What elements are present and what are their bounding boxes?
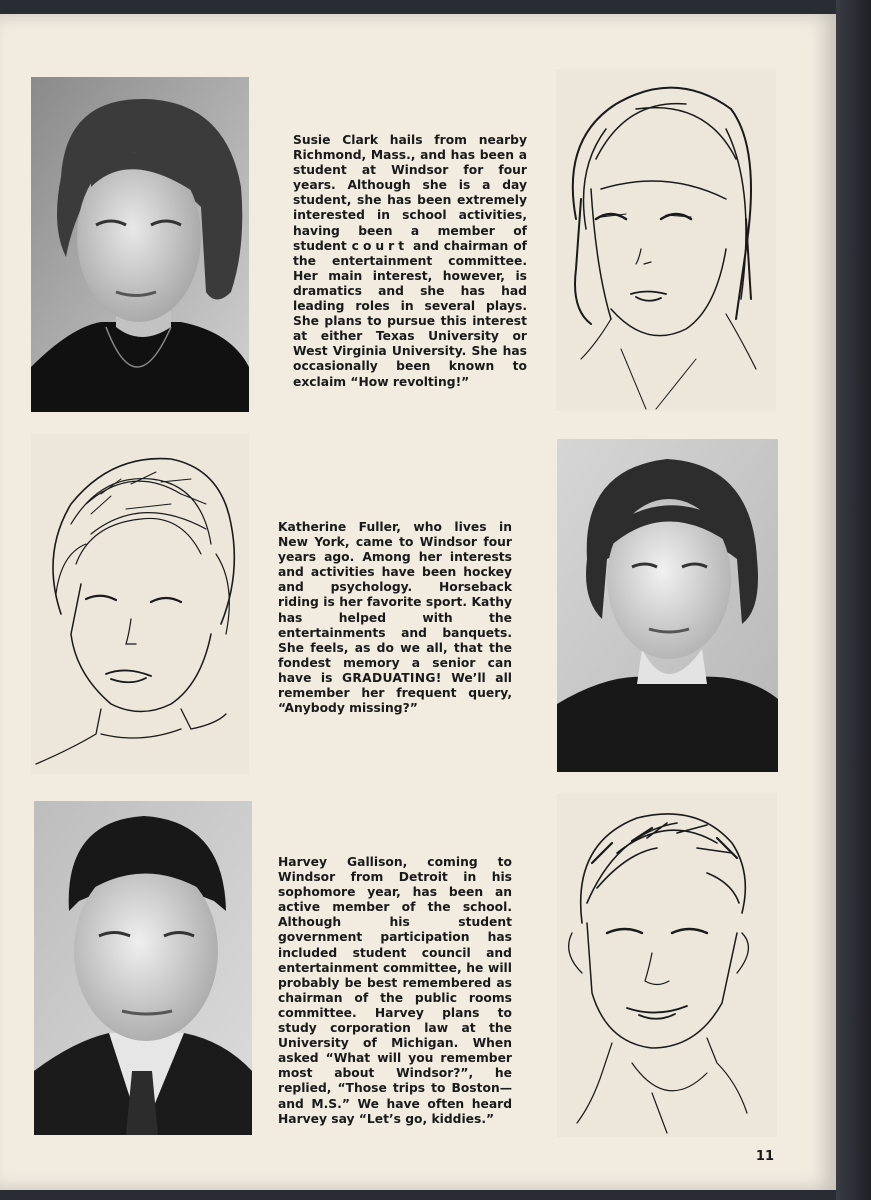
bio-text: We’ll all remember her frequent query, “Anybody missing?” [278, 670, 512, 716]
bio-susie-clark [293, 133, 527, 390]
bio-text: and chairman of the entertainment committee. Her main interest, however, is dramatics and she has had leading roles in several plays. She plans to pursue this interest at either Texas University or West Virginia University. She has occasionally been known to exclaim “How revolting!” [293, 238, 527, 389]
bio-text-spaced: court [351, 238, 409, 253]
binding-edge [836, 0, 871, 1200]
bio-text-bold: GRADUATING! [341, 670, 442, 685]
page-number: 11 [755, 1149, 774, 1164]
bio-text: hails from nearby Richmond, Mass., and has been a student at Windsor for four years. Although she is a day student, she has been extremely interested in school activities, having been a member of student [293, 133, 527, 253]
bio-text: who lives in New York, came to Windsor four years ago. Among her interests and activities have been hockey and psychology. Horseback riding is her favorite sport. Kathy has helped with the entertainments and banquets. She feels, as do we all, that the fondest memory a senior can have is [278, 520, 512, 685]
student-name: Susie Clark [293, 133, 379, 147]
sketch-frame-susie-clark [556, 69, 776, 411]
sketch-frame-katherine-fuller [31, 434, 249, 774]
portrait-photo-katherine-fuller [557, 439, 778, 772]
student-name: Harvey Gallison, [278, 855, 408, 869]
portrait-photo-harvey-gallison [34, 801, 252, 1135]
portrait-photo-susie-clark [31, 77, 249, 412]
bio-text: coming to Windsor from Detroit in his sophomore year, has been an active member of the school. Although his student government participation has included student council and entertainment committee, he will probably be best remembered as chairman of the public rooms committee. Harvey plans to study corporation law at the University of Michigan. When asked “What will you remember most about Windsor?”, he replied, “Those trips to Boston—and M.S.” We have often heard Harvey say “Let’s go, kiddies.” [278, 855, 512, 1126]
yearbook-page [0, 14, 836, 1190]
bio-katherine-fuller [278, 520, 512, 716]
student-name: Katherine Fuller, [278, 520, 401, 534]
bio-harvey-gallison [278, 855, 512, 1127]
sketch-frame-harvey-gallison [557, 793, 777, 1137]
